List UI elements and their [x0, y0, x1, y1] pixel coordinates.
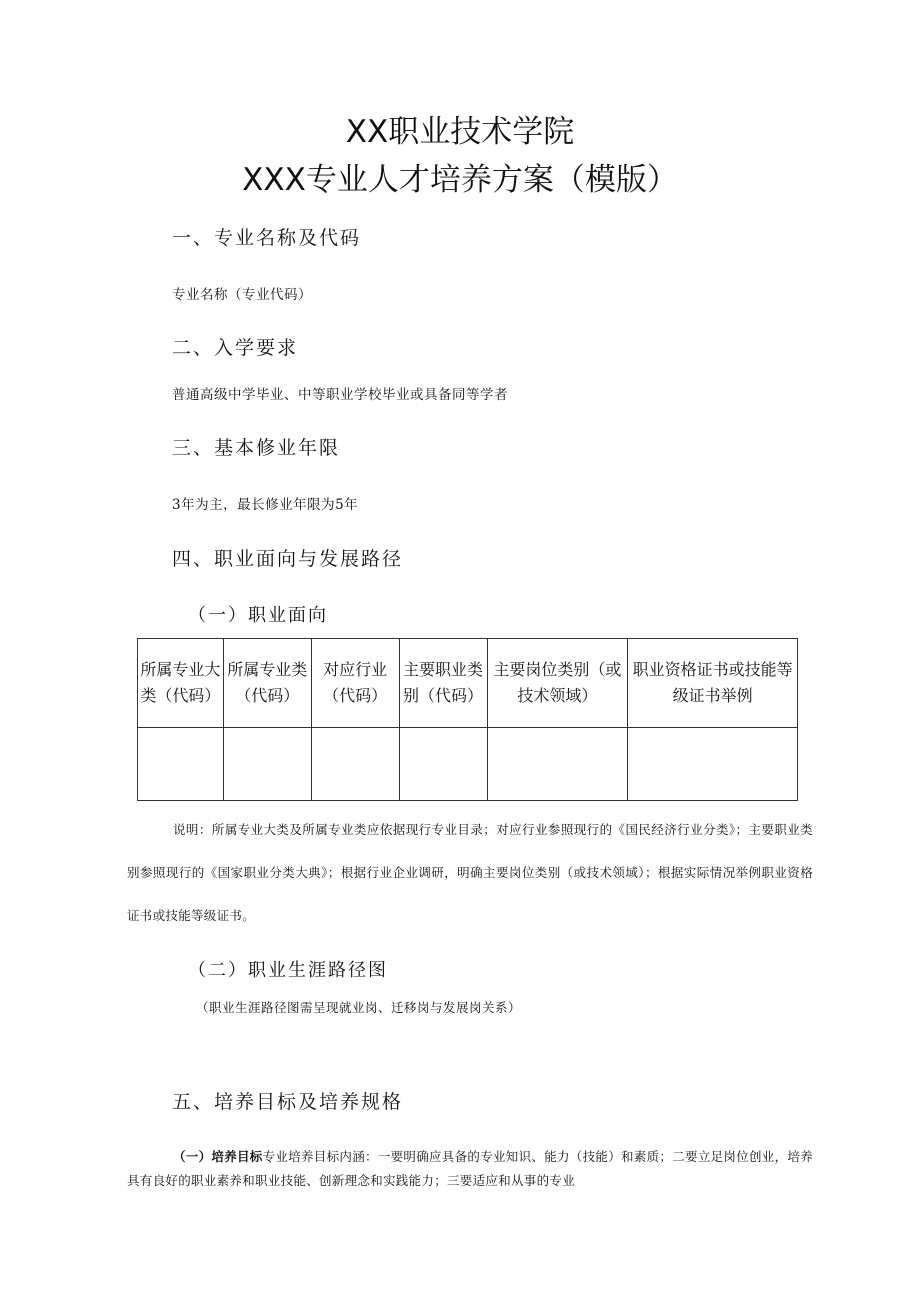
section-3-heading: 三、基本修业年限: [172, 437, 341, 459]
section-5-heading: 五、培养目标及培养规格: [172, 1091, 404, 1113]
career-path-note: （职业生涯路径图需呈现就业岗、迁移岗与发展岗关系）: [196, 1000, 522, 1015]
section-1-body: 专业名称（专业代码）: [172, 287, 312, 303]
table-header-cell: 对应行业（代码）: [311, 639, 399, 728]
section-4-subheading-2: （二）职业生涯路径图: [188, 960, 388, 981]
table-header-cell: 主要岗位类别（或技术领域）: [487, 639, 628, 728]
table-header-cell: 所属专业大类（代码）: [138, 639, 224, 728]
training-goal-paragraph: [127, 1145, 813, 1193]
table-cell: [628, 728, 798, 801]
document-title-line1: XX职业技术学院: [345, 114, 575, 150]
document-title-line2: XXX专业人才培养方案（模版）: [242, 162, 678, 198]
table-explanation-note: 说明：所属专业大类及所属专业类应依据现行专业目录；对应行业参照现行的《国民经济行业分类》；主要职业类别参照现行的《国家职业分类大典》；根据行业企业调研，明确主要岗位类别（或技术领域）；根据实际情况举例职业资格证书或技能等级证书。: [127, 822, 813, 923]
training-goal-text: 专业培养目标内涵：一要明确应具备的专业知识、能力（技能）和素质；二要立足岗位创业，培养具有良好的职业素养和职业技能、创新理念和实践能力；三要适应和从事的专业: [127, 1149, 814, 1188]
section-4-subheading-1: （一）职业面向: [188, 605, 328, 626]
table-cell: [487, 728, 628, 801]
section-3-body: 3年为主，最长修业年限为5年: [172, 497, 359, 513]
table-header-cell: 职业资格证书或技能等级证书举例: [628, 639, 798, 728]
table-cell: [311, 728, 399, 801]
training-goal-label: （一）培养目标: [173, 1149, 263, 1164]
table-row: [138, 728, 798, 801]
table-cell: [223, 728, 311, 801]
occupation-table: [137, 638, 798, 801]
table-cell: [138, 728, 224, 801]
table-cell: [399, 728, 487, 801]
table-header-cell: 主要职业类别（代码）: [399, 639, 487, 728]
section-2-heading: 二、入学要求: [172, 337, 299, 359]
table-header-cell: 所属专业类（代码）: [223, 639, 311, 728]
section-1-heading: 一、专业名称及代码: [172, 227, 362, 249]
section-2-body: 普通高级中学毕业、中等职业学校毕业或具备同等学者: [172, 387, 508, 403]
table-header-row: [138, 639, 798, 728]
section-4-heading: 四、职业面向与发展路径: [172, 548, 404, 570]
